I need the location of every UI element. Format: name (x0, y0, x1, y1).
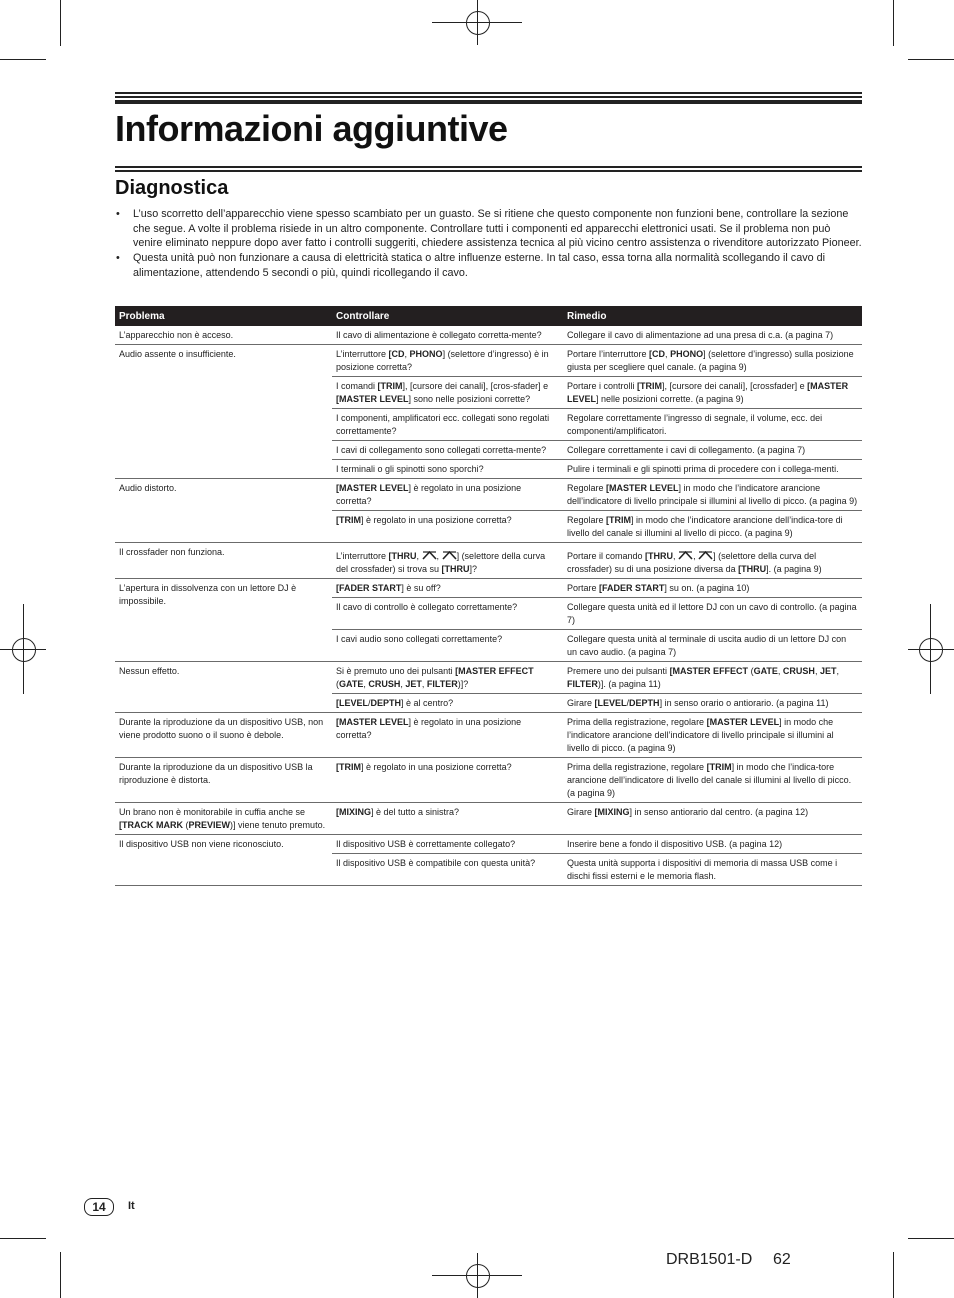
remedy-cell: Premere uno dei pulsanti [MASTER EFFECT (GATE, CRUSH, JET, FILTER)]. (a pagina 11) (563, 662, 862, 694)
crop-mark (893, 0, 894, 46)
problem-cell: Durante la riproduzione da un dispositivo USB la riproduzione è distorta. (115, 758, 332, 803)
check-cell: Si è premuto uno dei pulsanti [MASTER EFFECT (GATE, CRUSH, JET, FILTER)]? (332, 662, 563, 694)
table-row (115, 543, 862, 579)
problem-cell: L’apparecchio non è acceso. (115, 326, 332, 345)
table-body (115, 326, 862, 886)
problem-cell: L’apertura in dissolvenza con un lettore DJ è impossibile. (115, 579, 332, 662)
page-number: 14 (84, 1198, 114, 1216)
column-header: Controllare (332, 306, 563, 326)
remedy-cell: Portare i controlli [TRIM], [cursore dei canali], [crossfader] e [MASTER LEVEL] nelle posizioni corrette. (a pagina 9) (563, 377, 862, 409)
check-cell: I componenti, amplificatori ecc. collegati sono regolati correttamente? (332, 409, 563, 441)
column-header: Problema (115, 306, 332, 326)
remedy-cell: Portare il comando [THRU, , ] (selettore della curva del crossfader) su di una posizione diversa da [THRU]. (a pagina 9) (563, 543, 862, 579)
title-rule (115, 96, 862, 98)
table-row (115, 662, 862, 694)
remedy-cell: Pulire i terminali e gli spinotti prima di procedere con i collega-menti. (563, 460, 862, 479)
language-code: It (128, 1200, 135, 1212)
remedy-cell: Inserire bene a fondo il dispositivo USB. (a pagina 12) (563, 835, 862, 854)
section-heading: Diagnostica (115, 177, 229, 199)
check-cell: Il cavo di alimentazione è collegato corretta-mente? (332, 326, 563, 345)
crop-mark (893, 1252, 894, 1298)
crop-mark (908, 59, 954, 60)
table-row (115, 803, 862, 835)
registration-mark (466, 11, 490, 35)
check-cell: [TRIM] è regolato in una posizione corretta? (332, 758, 563, 803)
remedy-cell: Collegare il cavo di alimentazione ad una presa di c.a. (a pagina 7) (563, 326, 862, 345)
document-page: 62 (773, 1251, 791, 1268)
remedy-cell: Prima della registrazione, regolare [MASTER LEVEL] in modo che l’indicatore arancione dell’indicatore di livello principale si illumini al livello di picco. (a pagina 9) (563, 713, 862, 758)
problem-cell: Il crossfader non funziona. (115, 543, 332, 579)
crop-mark (908, 1238, 954, 1239)
check-cell: I cavi di collegamento sono collegati corretta-mente? (332, 441, 563, 460)
remedy-cell: Questa unità supporta i dispositivi di memoria di massa USB come i dischi fissi esterni e le memoria flash. (563, 854, 862, 886)
remedy-cell: Collegare questa unità al terminale di uscita audio di un lettore DJ con un cavo audio. (a pagina 7) (563, 630, 862, 662)
section-rule (115, 170, 862, 172)
table-row (115, 835, 862, 854)
title-rule (115, 100, 862, 104)
column-header: Rimedio (563, 306, 862, 326)
table-row (115, 326, 862, 345)
table-row (115, 758, 862, 803)
problem-cell: Durante la riproduzione da un dispositivo USB, non viene prodotto suono o il suono è debole. (115, 713, 332, 758)
table-row (115, 713, 862, 758)
check-cell: [TRIM] è regolato in una posizione corretta? (332, 511, 563, 543)
remedy-cell: Prima della registrazione, regolare [TRIM] in modo che l’indica-tore arancione dell’indicatore di livello del canale si illumini al livello di picco. (a pagina 9) (563, 758, 862, 803)
registration-mark (12, 638, 36, 662)
remedy-cell: Portare [FADER START] su on. (a pagina 10) (563, 579, 862, 598)
document-id: DRB1501-D (666, 1251, 753, 1268)
problem-cell: Il dispositivo USB non viene riconosciuto. (115, 835, 332, 886)
bullet-text: Questa unità può non funzionare a causa di elettricità statica o altre influenze esterne. In tal caso, essa torna alla normalità scollegando il cavo di alimentazione, attendendo 5 secondi o più, quindi ricollegando il cavo. (133, 252, 826, 279)
check-cell: [MIXING] è del tutto a sinistra? (332, 803, 563, 835)
check-cell: [MASTER LEVEL] è regolato in una posizione corretta? (332, 479, 563, 511)
check-cell: I comandi [TRIM], [cursore dei canali], [cros-sfader] e [MASTER LEVEL] sono nelle posizioni corrette? (332, 377, 563, 409)
registration-mark (466, 1264, 490, 1288)
remedy-cell: Portare l’interruttore [CD, PHONO] (selettore d’ingresso) sulla posizione giusta per scegliere quel canale. (a pagina 9) (563, 345, 862, 377)
title-rule (115, 92, 862, 94)
page-title: Informazioni aggiuntive (115, 108, 508, 149)
crop-mark (0, 59, 46, 60)
problem-cell: Un brano non è monitorabile in cuffia anche se [TRACK MARK (PREVIEW)] viene tenuto premuto. (115, 803, 332, 835)
check-cell: L’interruttore [THRU, , ] (selettore della curva del crossfader) si trova su [THRU]? (332, 543, 563, 579)
bullet-item (115, 251, 862, 280)
check-cell: [FADER START] è su off? (332, 579, 563, 598)
bullet-text: L’uso scorretto dell’apparecchio viene spesso scambiato per un guasto. Se si ritiene che questo componente non funzioni bene, controllare la sezione che segue. A volte il problema risiede in un altro componente. Controllare tutti i componenti ed apparecchi elettronici usati. Se il problema non può venire eliminato neppure dopo aver fatto i controlli suggeriti, chiedere assistenza tecnica al più vicino centro assistenza o rivenditore autorizzato Pioneer. (133, 208, 862, 250)
remedy-cell: Girare [MIXING] in senso antiorario dal centro. (a pagina 12) (563, 803, 862, 835)
problem-cell: Audio distorto. (115, 479, 332, 543)
check-cell: Il dispositivo USB è compatibile con questa unità? (332, 854, 563, 886)
check-cell: [LEVEL/DEPTH] è al centro? (332, 694, 563, 713)
remedy-cell: Regolare correttamente l’ingresso di segnale, il volume, ecc. dei componenti/amplificatori. (563, 409, 862, 441)
check-cell: I cavi audio sono collegati correttamente? (332, 630, 563, 662)
remedy-cell: Regolare [TRIM] in modo che l’indicatore arancione dell’indica-tore di livello del canale si illumini al livello di picco. (a pagina 9) (563, 511, 862, 543)
bullet-item (115, 207, 862, 251)
remedy-cell: Regolare [MASTER LEVEL] in modo che l’indicatore arancione dell’indicatore di livello principale si illumini al livello di picco. (a pagina 9) (563, 479, 862, 511)
registration-mark (919, 638, 943, 662)
remedy-cell: Collegare questa unità ed il lettore DJ con un cavo di controllo. (a pagina 7) (563, 598, 862, 630)
bullet-glyph: • (116, 208, 120, 220)
remedy-cell: Collegare correttamente i cavi di collegamento. (a pagina 7) (563, 441, 862, 460)
check-cell: [MASTER LEVEL] è regolato in una posizione corretta? (332, 713, 563, 758)
table-row (115, 579, 862, 598)
section-rule (115, 166, 862, 168)
crop-mark (60, 1252, 61, 1298)
crop-mark (60, 0, 61, 46)
problem-cell: Audio assente o insufficiente. (115, 345, 332, 479)
check-cell: L’interruttore [CD, PHONO] (selettore d’ingresso) è in posizione corretta? (332, 345, 563, 377)
troubleshooting-table (115, 306, 862, 886)
table-row (115, 479, 862, 511)
table-header-row (115, 306, 862, 326)
check-cell: Il dispositivo USB è correttamente collegato? (332, 835, 563, 854)
table-row (115, 345, 862, 377)
check-cell: I terminali o gli spinotti sono sporchi? (332, 460, 563, 479)
bullet-glyph: • (116, 252, 120, 265)
intro-bullets (115, 207, 862, 281)
crop-mark (0, 1238, 46, 1239)
problem-cell: Nessun effetto. (115, 662, 332, 713)
remedy-cell: Girare [LEVEL/DEPTH] in senso orario o antiorario. (a pagina 11) (563, 694, 862, 713)
check-cell: Il cavo di controllo è collegato correttamente? (332, 598, 563, 630)
